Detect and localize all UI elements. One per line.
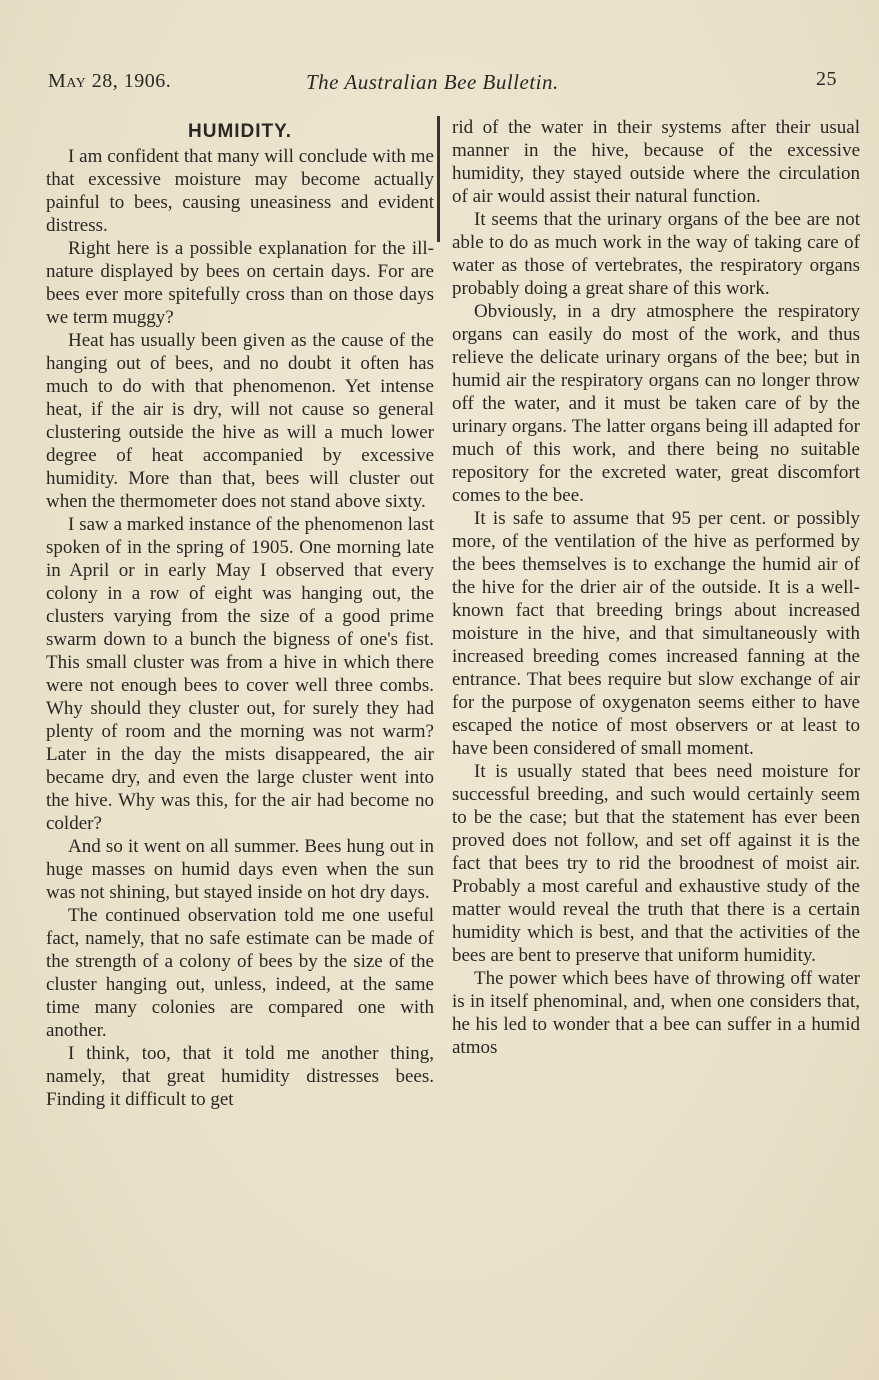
paragraph: It is usually stated that bees need moisture for successful breeding, and such would certainly seem to be the case; but that the statement has ever been proved does not follow, and set off against it is the fact that bees try to rid the broodnest of moist air. Probably a most careful and exhaustive study of the matter would reveal the truth that there is a certain humidity which is best, and that the activities of the bees are bent to preserve that uniform humidity. [452,761,860,966]
paragraph: The power which bees have of throwing off water is in itself phenominal, and, when one considers that, he his led to wonder that a bee can suffer in a humid atmos [452,968,860,1058]
left-column [46,116,434,1111]
paragraph: It seems that the urinary organs of the bee are not able to do as much work in the way of taking care of water as those of vertebrates, the respiratory organs probably doing a great share of this work. [452,209,860,299]
page-header [48,64,837,98]
page-number: 25 [816,68,837,90]
journal-title: The Australian Bee Bulletin. [306,70,559,94]
article-title: HUMIDITY. [188,121,292,142]
column-rule [437,116,440,242]
paragraph: I saw a marked instance of the phenomenon last spoken of in the spring of 1905. One morning late in April or in early May I observed that every colony in a row of eight was hanging out, the clusters varying from the size of a good prime swarm down to a bunch the bigness of one's fist. This small cluster was from a hive in which there were not enough bees to cover well three combs. Why should they cluster out, for surely they had plenty of room and the morning was not warm? Later in the day the mists disappeared, the air became dry, and even the large cluster went into the hive. Why was this, for the air had become no colder? [46,514,434,834]
paragraph: It is safe to assume that 95 per cent. or possibly more, of the ventilation of the hive as performed by the bees themselves is to exchange the humid air of the hive for the drier air of the outside. It is a well-known fact that breeding brings about increased moisture in the hive, and that simultaneously with increased breeding comes increased fanning at the entrance. That bees require but slow exchange of air for the purpose of oxygenaton seems either to have escaped the notice of most observers or at least to have been considered of small moment. [452,508,860,759]
paragraph: rid of the water in their systems after their usual manner in the hive, because of the excessive humidity, they stayed outside where the circulation of air would assist their natural function. [452,117,860,207]
paragraph: And so it went on all summer. Bees hung out in huge masses on humid days even when the sun was not shining, but stayed inside on hot dry days. [46,836,434,903]
paragraph: Heat has usually been given as the cause of the hanging out of bees, and no doubt it often has much to do with that phenomenon. Yet intense heat, if the air is dry, will not cause so general clustering outside the hive as will a much lower degree of heat accompanied by excessive humidity. More than that, bees will cluster out when the thermometer does not stand above sixty. [46,330,434,512]
right-column [452,116,860,1059]
paragraph: The continued observation told me one useful fact, namely, that no safe estimate can be made of the strength of a colony of bees by the size of the cluster hanging out, unless, indeed, at the same time many colonies are compared one with another. [46,905,434,1041]
paragraph: I am confident that many will conclude with me that excessive moisture may become actually painful to bees, causing uneasiness and evident distress. [46,146,434,236]
paragraph: I think, too, that it told me another thing, namely, that great humidity distresses bees. Finding it difficult to get [46,1043,434,1110]
issue-date: May 28, 1906. [48,70,172,92]
paragraph: Right here is a possible explanation for the ill-nature displayed by bees on certain days. For are bees ever more spitefully cross than on those days we term muggy? [46,238,434,328]
paragraph: Obviously, in a dry atmosphere the respiratory organs can easily do most of the work, and thus relieve the delicate urinary organs of the bee; but in humid air the respiratory organs can no longer throw off the water, and it must be taken care of by the urinary organs. The latter organs being ill adapted for much of this work, and there being no suitable repository for the excreted water, great discomfort comes to the bee. [452,301,860,506]
